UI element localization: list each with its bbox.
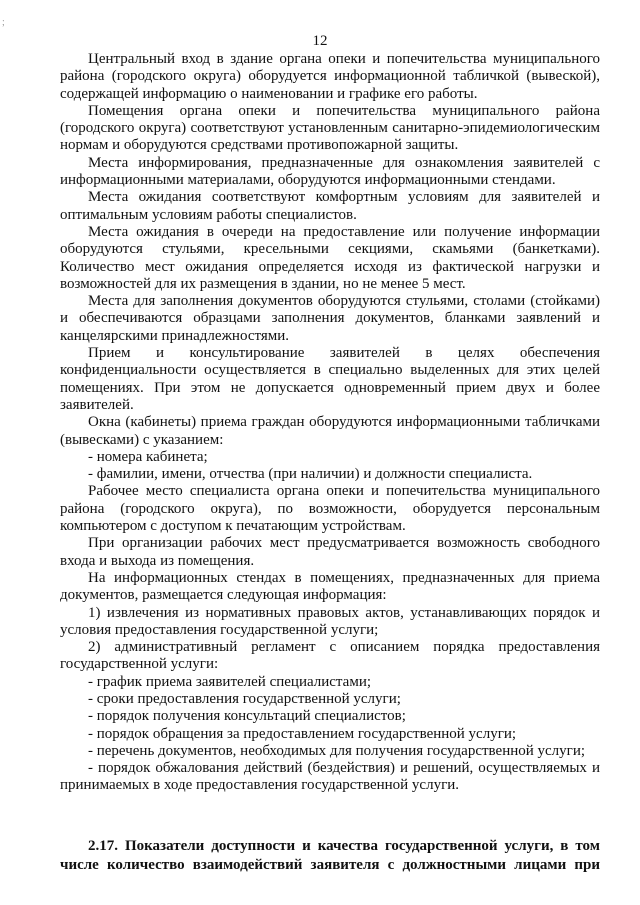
paragraph: На информационных стендах в помещениях, предназначенных для приема документов, размещается следующая информация: — [60, 569, 600, 604]
paragraph: При организации рабочих мест предусматривается возможность свободного входа и выхода из помещения. — [60, 535, 600, 569]
document-body — [60, 51, 600, 795]
list-item: - порядок получения консультаций специалистов; — [88, 708, 406, 725]
list-item: - перечень документов, необходимых для получения государственной услуги; — [88, 742, 586, 759]
paragraph: Прием и консультирование заявителей в целях обеспечения конфиденциальности осуществляется в специально выделенных для этих целей помещениях. При этом не допускается одновременный прием двух и более заявителей. — [60, 345, 600, 413]
paragraph: Окна (кабинеты) приема граждан оборудуются информационными табличками (вывесками) с указанием: — [60, 414, 600, 448]
paragraph: Места информирования, предназначенные для ознакомления заявителей с информационными материалами, оборудуются информационными стендами. — [60, 154, 600, 189]
paragraph: 1) извлечения из нормативных правовых актов, устанавливающих порядок и условия предоставления государственной услуги; — [60, 604, 600, 638]
margin-mark: ; — [2, 17, 5, 28]
paragraph: Рабочее место специалиста органа опеки и попечительства муниципального района (городского округа), по возможности, оборудуется персональным компьютером с доступом к печатающим устройствам. — [60, 483, 600, 535]
list-item: - график приема заявителей специалистами; — [88, 673, 372, 690]
page-number: 12 — [312, 33, 328, 49]
section-heading: 2.17. Показатели доступности и качества государственной услуги, в том числе количество взаимодействий заявителя с должностными лицами при — [60, 838, 600, 873]
list-item: - порядок обращения за предоставлением государственной услуги; — [88, 725, 517, 742]
paragraph: Помещения органа опеки и попечительства муниципального района (городского округа) соответствуют установленным санитарно-эпидемиологическим нормам и оборудуются средствами противопожарной защиты. — [60, 102, 600, 154]
paragraph: Места для заполнения документов оборудуются стульями, столами (стойками) и обеспечиваются образцами заполнения документов, бланками заявлений и канцелярскими принадлежностями. — [60, 293, 600, 344]
list-item: - фамилии, имени, отчества (при наличии) и должности специалиста. — [88, 466, 533, 483]
list-item: - сроки предоставления государственной услуги; — [88, 690, 401, 707]
list-item: - порядок обжалования действий (бездействия) и решений, осуществляемых и принимаемых в ходе предоставления государственной услуги. — [60, 760, 600, 794]
paragraph: Места ожидания в очереди на предоставление или получение информации оборудуются стульями, кресельными секциями, скамьями (банкетками). Количество мест ожидания определяется исходя из фактической нагрузки и возможностей для их размещения в здании, но не менее 5 мест. — [60, 223, 600, 292]
list-item: - номера кабинета; — [88, 448, 208, 465]
paragraph: Центральный вход в здание органа опеки и попечительства муниципального района (городского округа) оборудуется информационной табличкой (вывеской), содержащей информацию о наименовании и графике его работы. — [60, 51, 600, 102]
paragraph: 2) административный регламент с описанием порядка предоставления государственной услуги: — [60, 639, 600, 673]
paragraph: Места ожидания соответствуют комфортным условиям для заявителей и оптимальным условиям работы специалистов. — [60, 189, 600, 223]
